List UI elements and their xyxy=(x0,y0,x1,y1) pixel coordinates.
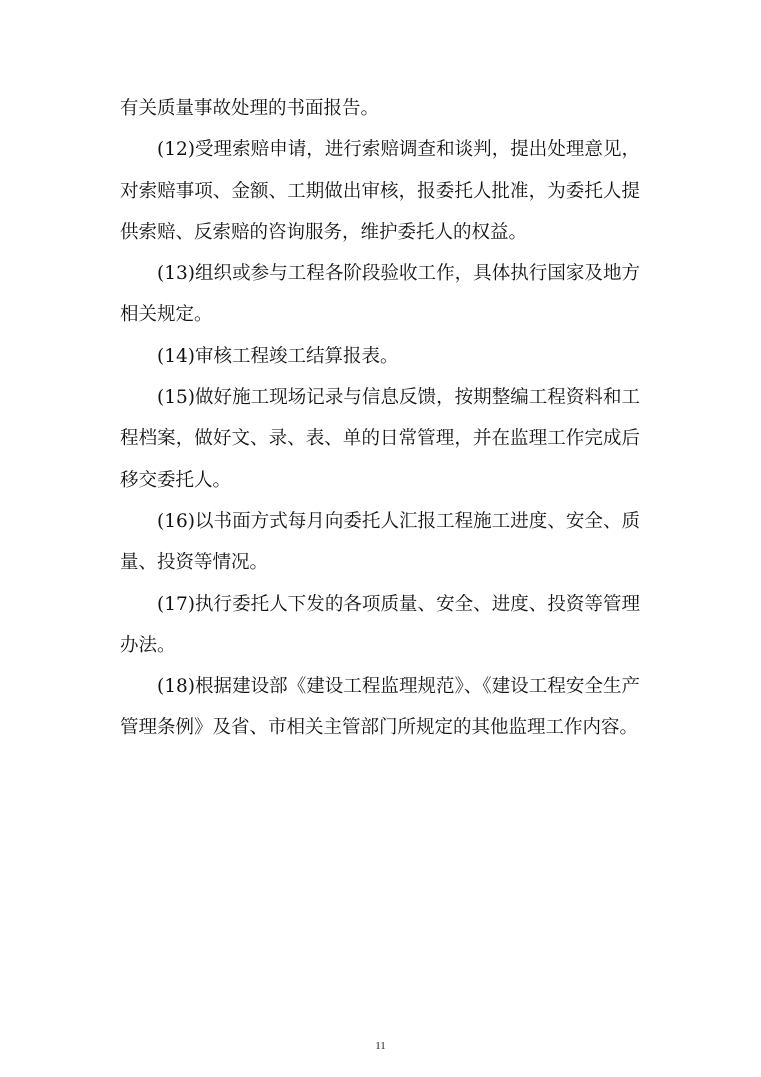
document-body xyxy=(120,88,640,749)
paragraph-item-13: (13)组织或参与工程各阶段验收工作，具体执行国家及地方相关规定。 xyxy=(120,263,640,326)
page-number: 11 xyxy=(375,1040,386,1052)
paragraph-item-18: (18)根据建设部《建设工程监理规范》、《建设工程安全生产管理条例》及省、市相关主管部门所规定的其他监理工作内容。 xyxy=(120,676,640,739)
paragraph-item-15: (15)做好施工现场记录与信息反馈，按期整编工程资料和工程档案，做好文、录、表、单的日常管理，并在监理工作完成后移交委托人。 xyxy=(120,387,640,491)
paragraph-item-14: (14)审核工程竣工结算报表。 xyxy=(157,345,399,367)
paragraph-continuation: 有关质量事故处理的书面报告。 xyxy=(120,98,380,119)
paragraph-item-17: (17)执行委托人下发的各项质量、安全、进度、投资等管理办法。 xyxy=(120,593,640,656)
paragraph-item-16: (16)以书面方式每月向委托人汇报工程施工进度、安全、质量、投资等情况。 xyxy=(120,510,640,574)
paragraph-item-12: (12)受理索赔申请，进行索赔调查和谈判，提出处理意见，对索赔事项、金额、工期做出审核，报委托人批准，为委托人提供索赔、反索赔的咨询服务，维护委托人的权益。 xyxy=(120,139,640,243)
